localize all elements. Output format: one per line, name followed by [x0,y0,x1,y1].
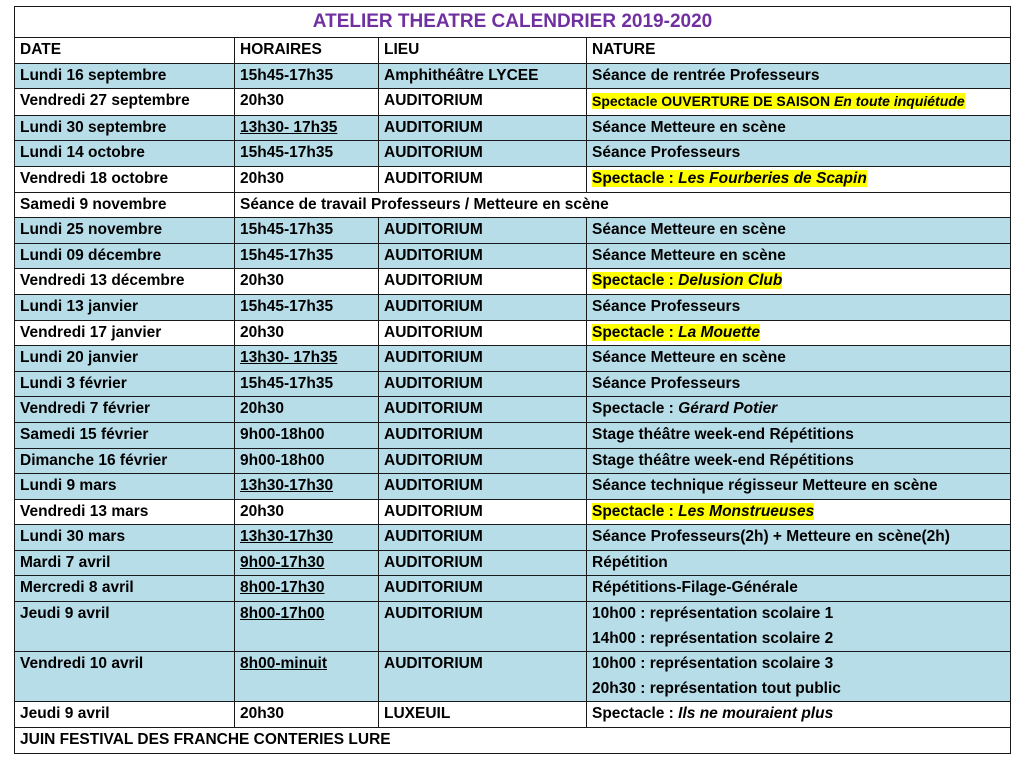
header-row [15,38,1011,64]
show-title: Delusion Club [678,272,783,290]
cell-nature: Séance Metteure en scène [587,218,1011,244]
cell-nature: Séance Professeurs [587,141,1011,167]
cell-horaires [235,525,379,551]
header-lieu: LIEU [379,38,587,64]
cell-nature [587,652,1011,702]
cell-nature [587,166,1011,192]
show-prefix: Spectacle OUVERTURE DE SAISON [592,93,834,110]
table-row [15,550,1011,576]
table-row [15,346,1011,372]
cell-date: Lundi 13 janvier [15,294,235,320]
cell-date: Lundi 14 octobre [15,141,235,167]
cell-nature: Répétition [587,550,1011,576]
cell-nature: Stage théâtre week-end Répétitions [587,448,1011,474]
nature-line: 14h00 : représentation scolaire 2 [592,629,834,647]
cell-nature [587,397,1011,423]
cell-horaires: 20h30 [235,89,379,116]
cell-date: Vendredi 10 avril [15,652,235,702]
table-row [15,576,1011,602]
cell-horaires [235,346,379,372]
highlighted-show [592,93,965,109]
show-prefix: Spectacle : [592,502,679,520]
cell-date: Mardi 7 avril [15,550,235,576]
cell-horaires [235,474,379,500]
cell-nature: Répétitions-Filage-Générale [587,576,1011,602]
cell-lieu: AUDITORIUM [379,397,587,423]
header-nature: NATURE [587,38,1011,64]
highlighted-show [592,272,782,289]
cell-horaires: 20h30 [235,320,379,346]
cell-nature: Séance technique régisseur Metteure en scène [587,474,1011,500]
cell-lieu: AUDITORIUM [379,474,587,500]
cell-lieu: LUXEUIL [379,702,587,728]
cell-horaires: 15h45-17h35 [235,243,379,269]
table-row [15,397,1011,423]
show-title: En toute inquiétude [833,93,965,110]
cell-lieu: AUDITORIUM [379,269,587,295]
cell-horaires: 20h30 [235,499,379,525]
underlined-hours: 13h30-17h30 [240,528,334,546]
cell-nature: Séance Metteure en scène [587,115,1011,141]
cell-date: Jeudi 9 avril [15,602,235,652]
cell-nature: Séance Professeurs [587,294,1011,320]
show-title: Les Fourberies de Scapin [678,169,867,187]
cell-date: Lundi 9 mars [15,474,235,500]
cell-lieu: AUDITORIUM [379,371,587,397]
cell-nature [587,602,1011,652]
cell-date: Vendredi 17 janvier [15,320,235,346]
underlined-hours: 13h30- 17h35 [240,349,338,367]
cell-horaires [235,115,379,141]
cell-date: Lundi 20 janvier [15,346,235,372]
table-row [15,448,1011,474]
nature-line: 20h30 : représentation tout public [592,679,841,697]
show-prefix: Spectacle : [592,323,679,341]
cell-date: Vendredi 13 décembre [15,269,235,295]
cell-date: Vendredi 18 octobre [15,166,235,192]
table-row [15,371,1011,397]
table-row [15,474,1011,500]
show-prefix: Spectacle : [592,705,679,723]
cell-lieu: AUDITORIUM [379,652,587,702]
cell-horaires: 15h45-17h35 [235,218,379,244]
cell-lieu: AUDITORIUM [379,576,587,602]
cell-date: Lundi 30 septembre [15,115,235,141]
show-prefix: Spectacle : [592,272,679,290]
cell-date: Lundi 25 novembre [15,218,235,244]
cell-date: Jeudi 9 avril [15,702,235,728]
cell-date: Vendredi 13 mars [15,499,235,525]
cell-horaires: 15h45-17h35 [235,371,379,397]
table-row [15,602,1011,652]
cell-lieu: AUDITORIUM [379,115,587,141]
cell-lieu: AUDITORIUM [379,525,587,551]
cell-horaires: 20h30 [235,702,379,728]
table-row [15,269,1011,295]
cell-date: Vendredi 7 février [15,397,235,423]
cell-date: Lundi 09 décembre [15,243,235,269]
show-title: Gérard Potier [678,400,778,418]
table-row [15,63,1011,89]
cell-lieu: Amphithéâtre LYCEE [379,63,587,89]
cell-horaires: 15h45-17h35 [235,141,379,167]
show-title: La Mouette [678,323,760,341]
cell-date: Vendredi 27 septembre [15,89,235,116]
cell-horaires: 20h30 [235,397,379,423]
highlighted-show [592,324,760,341]
title-row [15,7,1011,38]
show-prefix: Spectacle : [592,169,679,187]
cell-horaires [235,652,379,702]
table-row [15,192,1011,218]
cell-nature: Séance Metteure en scène [587,346,1011,372]
cell-merged: Séance de travail Professeurs / Metteure en scène [235,192,1011,218]
cell-nature: Séance de rentrée Professeurs [587,63,1011,89]
cell-horaires: 9h00-18h00 [235,448,379,474]
cell-lieu: AUDITORIUM [379,499,587,525]
calendar-document [14,6,1010,754]
table-row [15,525,1011,551]
underlined-hours: 8h00-17h00 [240,605,325,623]
table-row [15,115,1011,141]
footer-row [15,728,1011,754]
cell-lieu: AUDITORIUM [379,448,587,474]
cell-lieu: AUDITORIUM [379,602,587,652]
highlighted-show [592,170,867,187]
cell-nature: Séance Professeurs(2h) + Metteure en scène(2h) [587,525,1011,551]
table-row [15,294,1011,320]
cell-lieu: AUDITORIUM [379,422,587,448]
cell-horaires: 15h45-17h35 [235,294,379,320]
cell-lieu: AUDITORIUM [379,320,587,346]
cell-horaires: 15h45-17h35 [235,63,379,89]
cell-lieu: AUDITORIUM [379,294,587,320]
cell-date: Lundi 3 février [15,371,235,397]
cell-horaires [235,576,379,602]
cell-date: Mercredi 8 avril [15,576,235,602]
table-row [15,499,1011,525]
highlighted-show [592,503,814,520]
cell-lieu: AUDITORIUM [379,141,587,167]
table-row [15,243,1011,269]
cell-date: Samedi 15 février [15,422,235,448]
table-row [15,141,1011,167]
calendar-table [14,6,1011,754]
underlined-hours: 13h30- 17h35 [240,118,338,136]
cell-lieu: AUDITORIUM [379,89,587,116]
header-date: DATE [15,38,235,64]
cell-nature: Séance Professeurs [587,371,1011,397]
cell-date: Lundi 16 septembre [15,63,235,89]
header-horaires: HORAIRES [235,38,379,64]
cell-nature [587,269,1011,295]
cell-lieu: AUDITORIUM [379,550,587,576]
cell-horaires: 20h30 [235,166,379,192]
cell-date: Lundi 30 mars [15,525,235,551]
page-title: ATELIER THEATRE CALENDRIER 2019-2020 [15,7,1011,38]
cell-nature: Stage théâtre week-end Répétitions [587,422,1011,448]
cell-horaires [235,602,379,652]
underlined-hours: 9h00-17h30 [240,553,325,571]
cell-date: Samedi 9 novembre [15,192,235,218]
footer-note: JUIN FESTIVAL DES FRANCHE CONTERIES LURE [15,728,1011,754]
table-row [15,166,1011,192]
cell-lieu: AUDITORIUM [379,346,587,372]
table-row [15,320,1011,346]
nature-line: 10h00 : représentation scolaire 3 [592,655,834,673]
cell-nature [587,89,1011,116]
cell-horaires: 9h00-18h00 [235,422,379,448]
table-row [15,422,1011,448]
table-row [15,652,1011,702]
cell-date: Dimanche 16 février [15,448,235,474]
cell-horaires: 20h30 [235,269,379,295]
show-prefix: Spectacle : [592,400,679,418]
show-title: Ils ne mouraient plus [678,705,834,723]
cell-nature: Séance Metteure en scène [587,243,1011,269]
table-row [15,89,1011,116]
table-row [15,218,1011,244]
cell-nature [587,320,1011,346]
cell-horaires [235,550,379,576]
cell-lieu: AUDITORIUM [379,243,587,269]
cell-nature [587,499,1011,525]
underlined-hours: 13h30-17h30 [240,477,334,495]
cell-lieu: AUDITORIUM [379,166,587,192]
show-title: Les Monstrueuses [678,502,815,520]
table-row [15,702,1011,728]
nature-line: 10h00 : représentation scolaire 1 [592,605,834,623]
underlined-hours: 8h00-17h30 [240,579,325,597]
underlined-hours: 8h00-minuit [240,655,327,673]
cell-nature [587,702,1011,728]
cell-lieu: AUDITORIUM [379,218,587,244]
